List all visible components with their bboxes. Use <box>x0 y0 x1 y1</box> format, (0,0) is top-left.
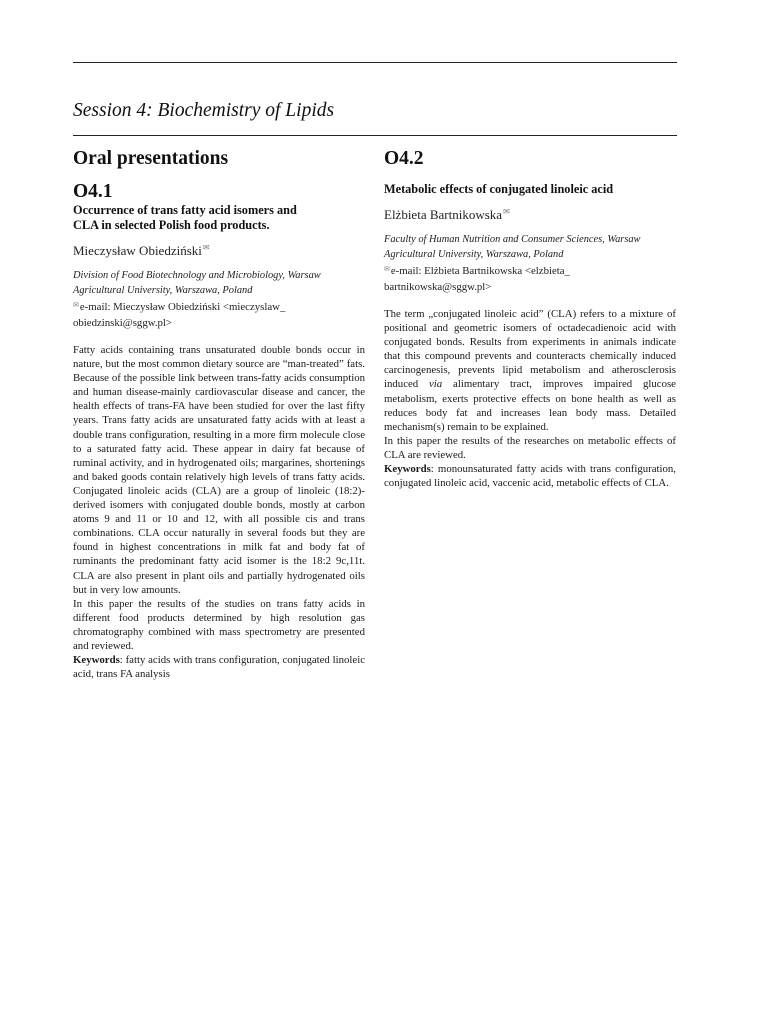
affiliation <box>73 268 365 298</box>
author-text: Mieczysław Obiedziński <box>73 243 202 258</box>
envelope-icon: ✉ <box>384 265 390 273</box>
right-column <box>384 146 676 490</box>
author-name <box>73 239 365 259</box>
envelope-icon: ✉ <box>202 243 210 252</box>
email-line1: e-mail: Mieczysław Obiedziński <mieczyslaw_ <box>79 301 286 313</box>
abstract-title: Metabolic effects of conjugated linoleic acid <box>384 182 614 196</box>
affiliation-line1: Division of Food Biotechnology and Microbiology, Warsaw <box>73 270 321 281</box>
abstract-via: via <box>429 378 443 391</box>
affiliation-line2: Agricultural University, Warszawa, Poland <box>384 249 564 260</box>
envelope-icon: ✉ <box>503 207 510 216</box>
abstract-paragraph-1b: alimentary tract, improves impaired glucose metabolism, exerts protective effects on bone health as well as reduces body fat and increases lean body mass. Detailed mechanism(s) remain to be explained. <box>384 378 676 433</box>
abstract-paragraph-2: In this paper the results of the studies on trans fatty acids in different food products determined by high resolution gas chromatography combined with mass spectrometry are presented and reviewed. <box>73 597 365 652</box>
email-line2: obiedzinski@sggw.pl> <box>73 316 173 329</box>
email <box>384 262 676 295</box>
session-rule <box>73 135 677 136</box>
email-line1: e-mail: Elżbieta Bartnikowska <elzbieta_ <box>390 265 570 277</box>
abstract-body <box>384 307 676 490</box>
abstract-title-line1: Occurrence of trans fatty acid isomers and <box>73 203 297 217</box>
abstract-code-o4-1: O4.1 <box>73 181 113 202</box>
affiliation-line1: Faculty of Human Nutrition and Consumer Sciences, Warsaw <box>384 234 641 245</box>
session-title: Session 4: Biochemistry of Lipids <box>73 100 335 121</box>
keywords-label: Keywords <box>73 654 120 667</box>
section-heading: Oral presentations <box>73 148 229 169</box>
affiliation-line2: Agricultural University, Warszawa, Poland <box>73 285 253 296</box>
top-rule <box>73 62 677 63</box>
author-name <box>384 203 676 223</box>
keywords-text: : monounsaturated fatty acids with trans configuration, conjugated linoleic acid, vaccenic acid, metabolic effects of CLA. <box>384 463 676 490</box>
abstract-paragraph-2: In this paper the results of the researches on metabolic effects of CLA are reviewed. <box>384 434 676 461</box>
envelope-icon: ✉ <box>73 301 79 309</box>
left-column <box>73 146 365 681</box>
abstract-code-o4-2: O4.2 <box>384 148 424 169</box>
abstract-title-line2: CLA in selected Polish food products. <box>73 218 270 232</box>
abstract-paragraph-1: Fatty acids containing trans unsaturated double bonds occur in nature, but the most common dietary source are “man-treated” fats. Because of the possible link between trans-fatty acids consumption and human disease-mainly cardiovascular disease and cancer, the health effects of trans-FA have been studied for over the last fifty years. Trans fatty acids are unsaturated fatty acids with at least a double trans configuration, resulting in a more firm molecule close to a saturated fatty acid. These appear in dairy fat because of ruminal activity, and in hydrogenated oils; margarines, shortenings and baked goods contain relatively high levels of trans fatty acids. Conjugated linoleic acids (CLA) are a group of linoleic (18:2)-derived isomers with conjugated double bonds, mostly at carbon atoms 9 and 11 or 10 and 12, with all possible cis and trans combinations. CLA occur naturally in several foods but they are found in highest concentrations in milk fat and body fat of ruminants the predominant fatty acid isomer is the 18:2 9c,11t. CLA are also present in plant oils and partially hydrogenated oils but in very low amounts. <box>73 344 365 596</box>
keywords-label: Keywords <box>384 463 431 476</box>
author-text: Elżbieta Bartnikowska <box>384 207 503 222</box>
abstract-title <box>73 203 365 233</box>
abstract-body <box>73 343 365 681</box>
keywords-text: : fatty acids with trans configuration, conjugated linoleic acid, trans FA analysis <box>73 654 365 681</box>
email <box>73 298 365 331</box>
email-line2: bartnikowska@sggw.pl> <box>384 280 492 293</box>
affiliation <box>384 232 676 262</box>
abstract-paragraph-1a: The term „conjugated linoleic acid” (CLA) refers to a mixture of positional and geometric isomers of octadecadienoic acid with conjugated bonds. Results from experiments in animals indicate that this compound prevents and counteracts chemically induced carcinogenesis, prevents lipid metabolism and atherosclerosis induced <box>384 308 676 391</box>
